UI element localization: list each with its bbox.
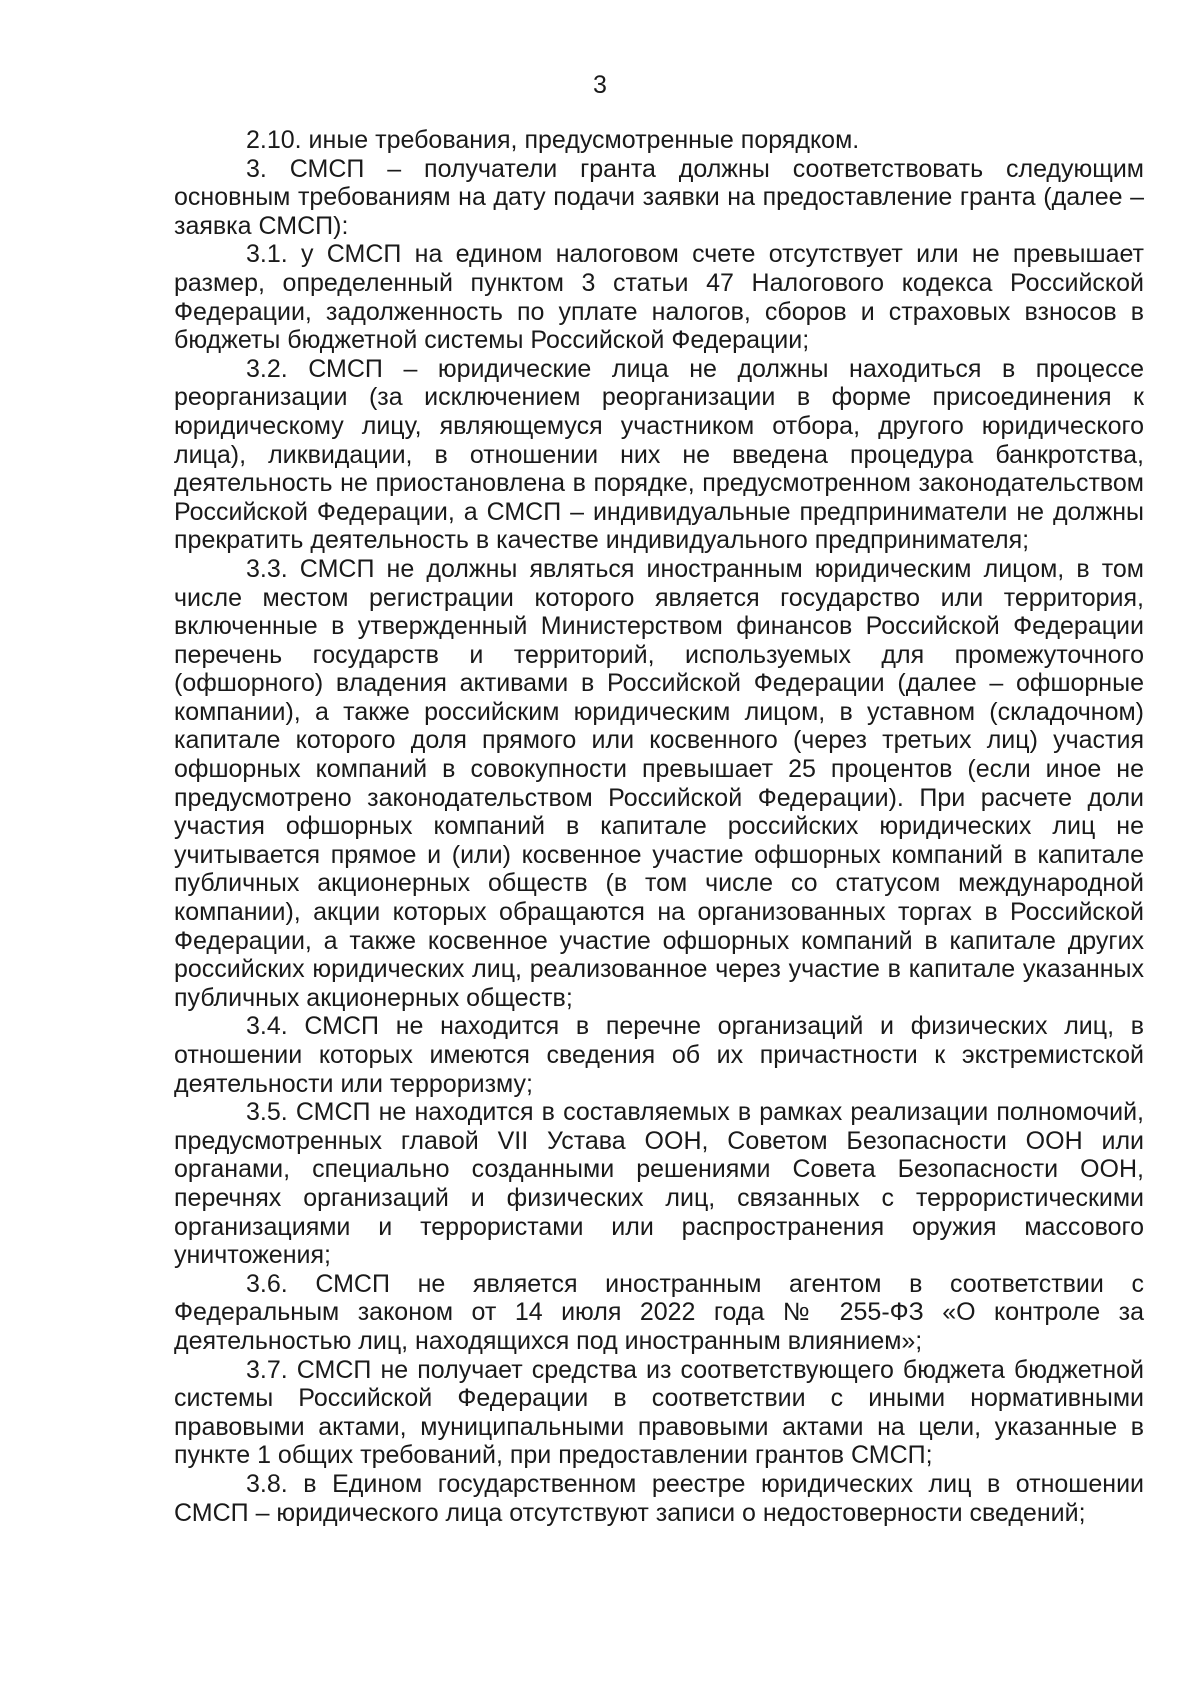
paragraph-3-2: 3.2. СМСП – юридические лица не должны находиться в процессе реорганизации (за исключением реорганизации в форме присоединения к юридическому лицу, являющемуся участником отбора, другого юридического лица), ликвидации, в отношении них не введена процедура банкротства, деятельность не приостановлена в порядке, предусмотренном законодательством Российской Федерации, а СМСП – индивидуальные предприниматели не должны прекратить деятельность в качестве индивидуального предпринимателя; (174, 354, 1144, 555)
page-number: 3 (593, 71, 607, 99)
paragraph-3: 3. СМСП – получатели гранта должны соответствовать следующим основным требованиям на дату подачи заявки на предоставление гранта (далее – заявка СМСП): (174, 154, 1144, 240)
paragraph-3-3: 3.3. СМСП не должны являться иностранным юридическим лицом, в том числе местом регистрации которого является государство или территория, включенные в утвержденный Министерством финансов Российской Федерации перечень государств и территорий, используемых для промежуточного (офшорного) владения активами в Российской Федерации (далее – офшорные компании), а также российским юридическим лицом, в уставном (складочном) капитале которого доля прямого или косвенного (через третьих лиц) участия офшорных компаний в совокупности превышает 25 процентов (если иное не предусмотрено законодательством Российской Федерации). При расчете доли участия офшорных компаний в капитале российских юридических лиц не учитывается прямое и (или) косвенное участие офшорных компаний в капитале публичных акционерных обществ (в том числе со статусом международной компании), акции которых обращаются на организованных торгах в Российской Федерации, а также косвенное участие офшорных компаний в капитале других российских юридических лиц, реализованное через участие в капитале указанных публичных акционерных обществ; (174, 554, 1144, 1012)
paragraph-3-8: 3.8. в Едином государственном реестре юридических лиц в отношении СМСП – юридического лица отсутствуют записи о недостоверности сведений; (174, 1469, 1144, 1527)
paragraph-3-5: 3.5. СМСП не находится в составляемых в рамках реализации полномочий, предусмотренных главой VII Устава ООН, Советом Безопасности ООН или органами, специально созданными решениями Совета Безопасности ООН, перечнях организаций и физических лиц, связанных с террористическими организациями и террористами или распространения оружия массового уничтожения; (174, 1098, 1144, 1270)
document-body (174, 126, 1144, 1527)
paragraph-3-7: 3.7. СМСП не получает средства из соответствующего бюджета бюджетной системы Российской Федерации в соответствии с иными нормативными правовыми актами, муниципальными правовыми актами на цели, указанные в пункте 1 общих требований, при предоставлении грантов СМСП; (174, 1355, 1144, 1470)
paragraph-3-6: 3.6. СМСП не является иностранным агентом в соответствии с Федеральным законом от 14 июля 2022 года № 255-ФЗ «О контроле за деятельностью лиц, находящихся под иностранным влиянием»; (174, 1269, 1144, 1355)
paragraph-2-10: 2.10. иные требования, предусмотренные порядком. (246, 126, 860, 154)
paragraph-3-4: 3.4. СМСП не находится в перечне организаций и физических лиц, в отношении которых имеются сведения об их причастности к экстремистской деятельности или терроризму; (174, 1012, 1144, 1098)
paragraph-3-1: 3.1. у СМСП на едином налоговом счете отсутствует или не превышает размер, определенный пунктом 3 статьи 47 Налогового кодекса Российской Федерации, задолженность по уплате налогов, сборов и страховых взносов в бюджеты бюджетной системы Российской Федерации; (174, 240, 1144, 355)
